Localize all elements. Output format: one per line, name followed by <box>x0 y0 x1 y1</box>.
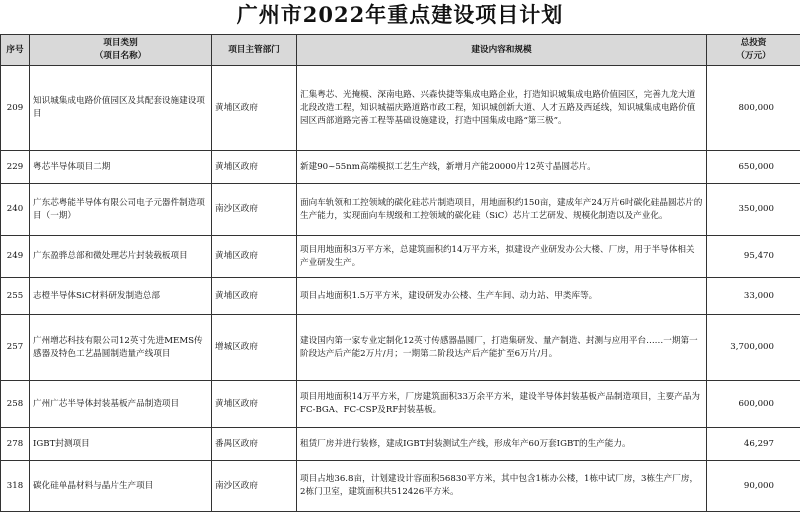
row-dept: 黄埔区政府 <box>212 151 297 184</box>
row-investment: 350,000 <box>707 184 800 236</box>
header-category-line2: （项目名称） <box>33 50 208 63</box>
row-dept: 黄埔区政府 <box>212 236 297 278</box>
row-dept: 番禺区政府 <box>212 428 297 461</box>
header-category-line1: 项目类别 <box>33 37 208 50</box>
row-name: 广东芯粤能半导体有限公司电子元器件制造项目（一期） <box>30 184 212 236</box>
header-category <box>30 35 212 66</box>
table-row <box>1 184 800 236</box>
row-desc: 租赁厂房并进行装修，建成IGBT封装测试生产线，形成年产60万套IGBT的生产能力。 <box>297 428 707 461</box>
table-row <box>1 151 800 184</box>
row-no: 209 <box>1 66 30 151</box>
row-no: 278 <box>1 428 30 461</box>
table-row <box>1 278 800 315</box>
project-table <box>0 34 800 512</box>
table-row <box>1 236 800 278</box>
row-no: 257 <box>1 315 30 381</box>
row-name: 广州增芯科技有限公司12英寸先进MEMS传感器及特色工艺晶圆制造量产线项目 <box>30 315 212 381</box>
row-name: 碳化硅单晶材料与晶片生产项目 <box>30 461 212 512</box>
row-desc: 汇集粤芯、光掩模、深南电路、兴森快捷等集成电路企业，打造知识城集成电路价值园区，完善九龙大道北段改造工程，知识城福庆路道路市政工程，知识城创新大道、人才五路及西延线，知识城集成电路价值园区西部道路完善工程等基础设施建设，打造中国集成电路“第三极”。 <box>297 66 707 151</box>
row-desc: 项目用地面积3万平方米，总建筑面积约14万平方米，拟建设产业研发办公大楼、厂房，用于半导体相关产业研发生产。 <box>297 236 707 278</box>
row-investment: 650,000 <box>707 151 800 184</box>
table-header-row <box>1 35 800 66</box>
row-no: 258 <box>1 381 30 428</box>
row-dept: 增城区政府 <box>212 315 297 381</box>
row-name: 广东盈骅总部和微处理芯片封装载板项目 <box>30 236 212 278</box>
row-name: 粤芯半导体项目二期 <box>30 151 212 184</box>
row-no: 240 <box>1 184 30 236</box>
row-investment: 95,470 <box>707 236 800 278</box>
header-no: 序号 <box>1 35 30 66</box>
row-dept: 南沙区政府 <box>212 461 297 512</box>
row-investment: 3,700,000 <box>707 315 800 381</box>
table-row <box>1 428 800 461</box>
row-dept: 黄埔区政府 <box>212 278 297 315</box>
header-investment <box>707 35 800 66</box>
row-desc: 建设国内第一家专业定制化12英寸传感器晶圆厂，打造集研发、量产制造、封测与应用平台……一期第一阶段达产后产能2万片/月；一期第二阶段达产后产能扩至6万片/月。 <box>297 315 707 381</box>
row-desc: 项目占地面积1.5万平方米，建设研发办公楼、生产车间、动力站、甲类库等。 <box>297 278 707 315</box>
page-title: 广州市2022年重点建设项目计划 <box>0 0 800 30</box>
row-no: 249 <box>1 236 30 278</box>
header-content: 建设内容和规模 <box>297 35 707 66</box>
row-investment: 90,000 <box>707 461 800 512</box>
row-desc: 项目用地面积14万平方米，厂房建筑面积33万余平方米，建设半导体封装基板产品制造项目，主要产品为FC-BGA、FC-CSP及RF封装基板。 <box>297 381 707 428</box>
header-investment-line1: 总投资 <box>710 37 797 50</box>
row-no: 255 <box>1 278 30 315</box>
row-name: 知识城集成电路价值园区及其配套设施建设项目 <box>30 66 212 151</box>
row-dept: 南沙区政府 <box>212 184 297 236</box>
row-investment: 33,000 <box>707 278 800 315</box>
row-name: IGBT封测项目 <box>30 428 212 461</box>
table-row <box>1 315 800 381</box>
row-dept: 黄埔区政府 <box>212 66 297 151</box>
row-no: 318 <box>1 461 30 512</box>
table-row <box>1 381 800 428</box>
row-name: 广州广芯半导体封装基板产品制造项目 <box>30 381 212 428</box>
row-desc: 项目占地36.8亩，计划建设计容面积56830平方米，其中包含1栋办公楼，1栋中试厂房，3栋生产厂房，2栋门卫室，建筑面积共512426平方米。 <box>297 461 707 512</box>
header-investment-line2: （万元） <box>710 50 797 63</box>
table-row <box>1 66 800 151</box>
row-investment: 46,297 <box>707 428 800 461</box>
table-row <box>1 461 800 512</box>
row-name: 志橙半导体SiC材料研发制造总部 <box>30 278 212 315</box>
row-desc: 新建90~55nm高端模拟工艺生产线，新增月产能20000片12英寸晶圆芯片。 <box>297 151 707 184</box>
row-dept: 黄埔区政府 <box>212 381 297 428</box>
row-desc: 面向车轨领和工控领域的碳化硅芯片制造项目，用地面积约150亩，建成年产24万片6吋碳化硅晶圆芯片的生产能力，实现面向车规级和工控领域的碳化硅（SiC）芯片工艺研发、规模化制造以及产业化。 <box>297 184 707 236</box>
row-investment: 600,000 <box>707 381 800 428</box>
row-no: 229 <box>1 151 30 184</box>
row-investment: 800,000 <box>707 66 800 151</box>
header-dept: 项目主管部门 <box>212 35 297 66</box>
